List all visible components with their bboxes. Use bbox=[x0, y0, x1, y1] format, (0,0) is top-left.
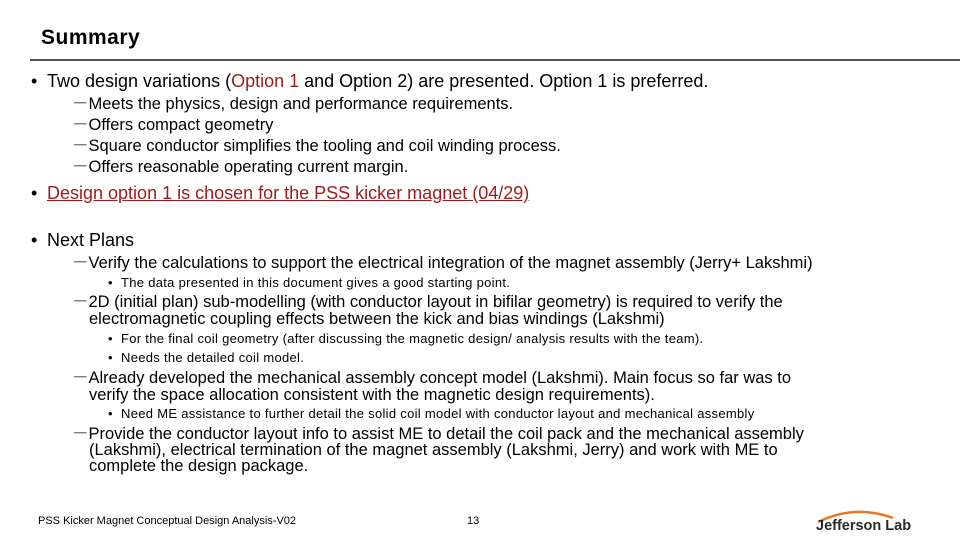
plan-item-2d-model-cont: electromagnetic coupling effects between the kick and bias windings (Lakshmi) bbox=[89, 310, 665, 328]
plan-subitem: • Need ME assistance to further detail the solid coil model with conductor layout and mechanical assembly bbox=[108, 406, 755, 421]
page-number: 13 bbox=[467, 515, 480, 527]
logo-text: Jefferson Lab bbox=[816, 518, 912, 534]
footer-document-title: PSS Kicker Magnet Conceptual Design Analysis-V02 bbox=[38, 515, 297, 527]
plan-item-conductor-layout-cont: (Lakshmi), electrical termination of the magnet assembly (Lakshmi, Jerry) and work with ME to bbox=[89, 441, 778, 459]
plan-item-mechanical-cont: verify the space allocation consistent with the magnetic design requirements). bbox=[89, 386, 655, 404]
bullet-design-chosen bbox=[31, 183, 529, 204]
slide-title: Summary bbox=[41, 26, 141, 49]
plan-item-2d-model: －2D (initial plan) sub-modelling (with conductor layout in bifilar geometry) is required to verify the bbox=[72, 293, 783, 311]
jefferson-lab-logo bbox=[815, 506, 925, 534]
option1-highlight: Option 1 bbox=[231, 71, 300, 91]
bullet-marker: • bbox=[31, 183, 38, 203]
plan-item-conductor-layout: －Provide the conductor layout info to assist ME to detail the coil pack and the mechanical assembly bbox=[72, 425, 804, 443]
plan-item-mechanical: －Already developed the mechanical assembly concept model (Lakshmi). Main focus so far was to bbox=[72, 369, 792, 387]
plan-item-conductor-layout-cont: complete the design package. bbox=[89, 457, 309, 475]
plan-item-verify: －Verify the calculations to support the electrical integration of the magnet assembly (Jerry+ Lakshmi) bbox=[72, 254, 813, 272]
plan-subitem: • Needs the detailed coil model. bbox=[108, 350, 305, 365]
bullet-marker: • bbox=[31, 230, 38, 250]
bullet-next-plans: • Next Plans bbox=[31, 230, 135, 250]
bullet-marker: • bbox=[31, 71, 38, 91]
title-divider bbox=[30, 59, 960, 61]
design-choice-link[interactable]: Design option 1 is chosen for the PSS kicker magnet (04/29) bbox=[47, 183, 530, 203]
sub-item: －Offers compact geometry bbox=[72, 116, 274, 134]
bullet-design-variations: • Two design variations (Option 1 and Option 2) are presented. Option 1 is preferred. bbox=[31, 71, 709, 91]
sub-item: －Offers reasonable operating current margin. bbox=[72, 158, 409, 176]
sub-item: －Square conductor simplifies the tooling and coil winding process. bbox=[72, 137, 561, 155]
plan-subitem: • For the final coil geometry (after discussing the magnetic design/ analysis results with the team). bbox=[108, 331, 704, 346]
plan-subitem: • The data presented in this document gives a good starting point. bbox=[108, 275, 511, 290]
sub-item: －Meets the physics, design and performance requirements. bbox=[72, 95, 514, 113]
